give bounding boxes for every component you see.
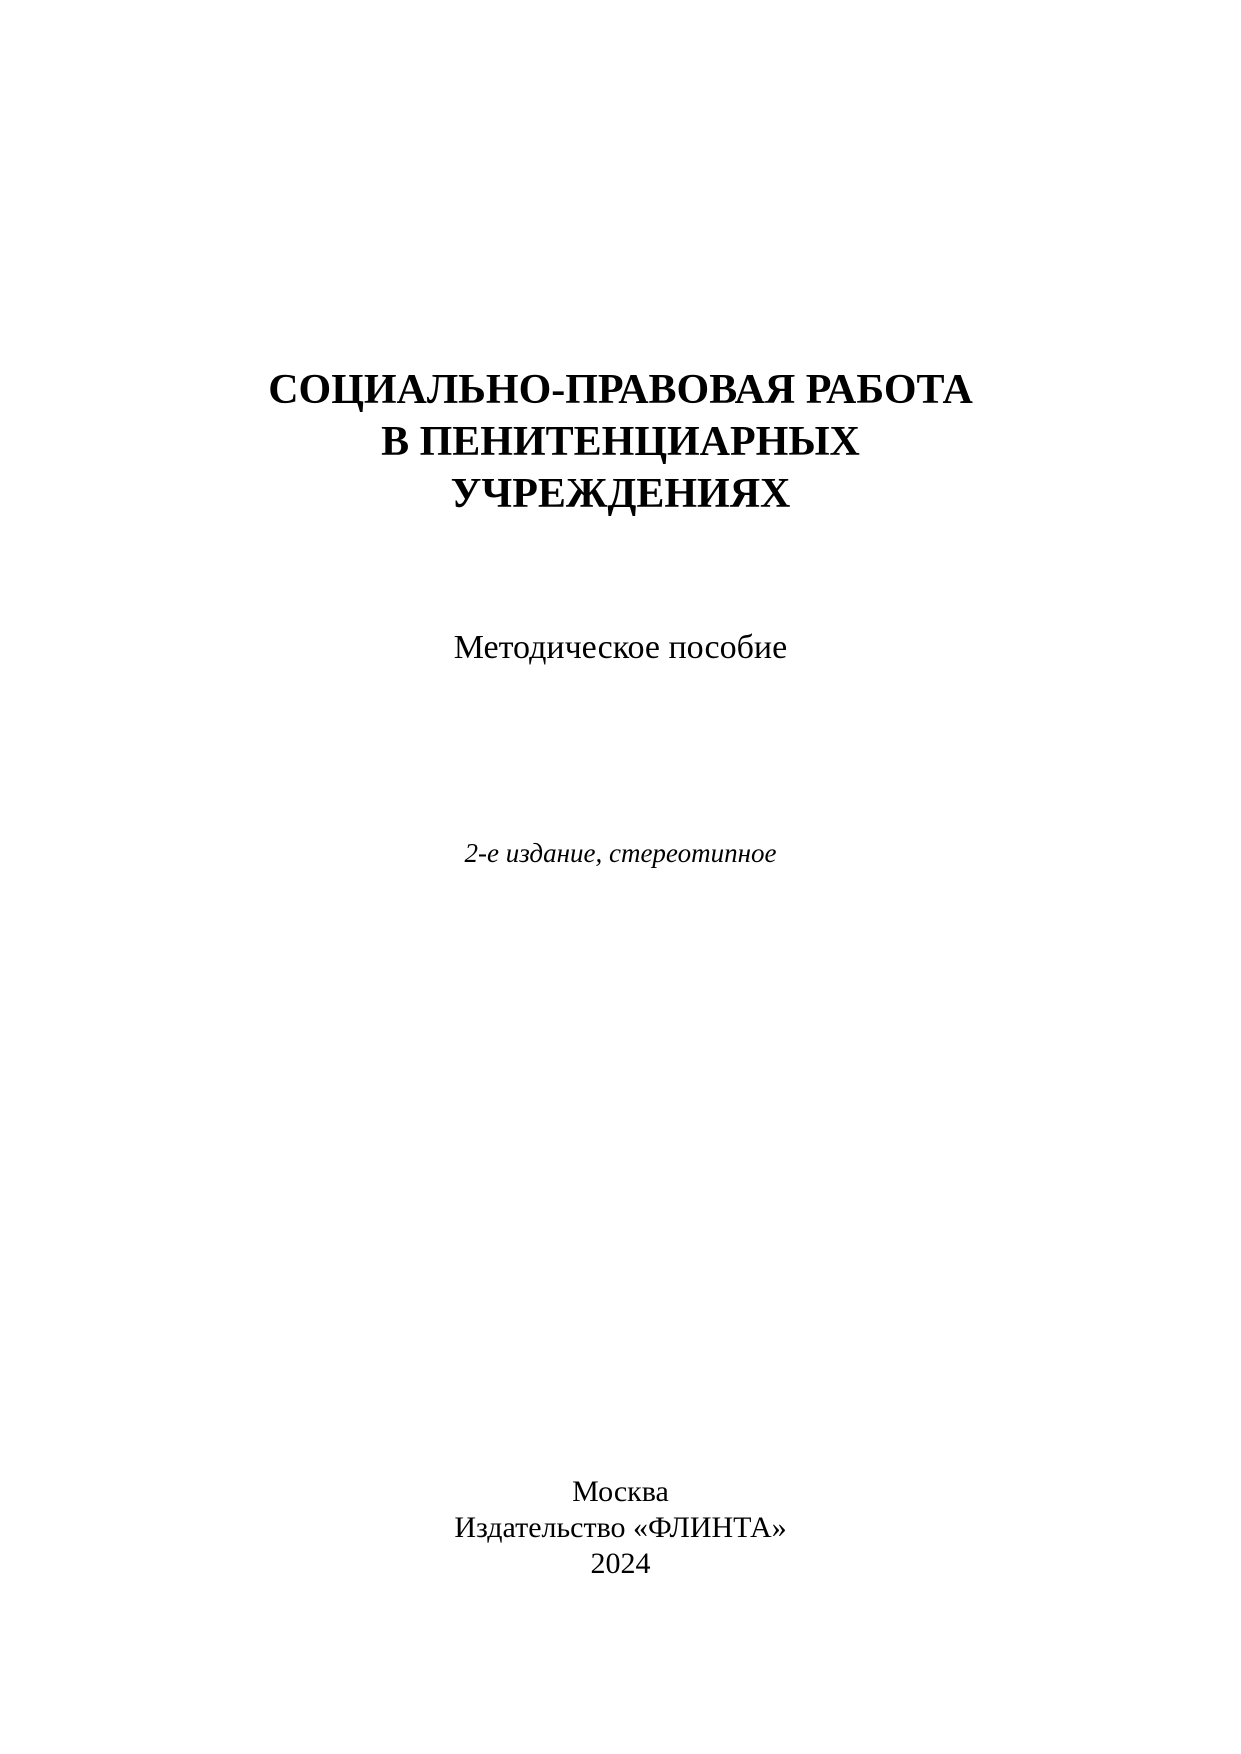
imprint-city: Москва (572, 1475, 669, 1508)
book-title-line-1: СОЦИАЛЬНО-ПРАВОВАЯ РАБОТА (268, 367, 973, 413)
edition-note: 2-е издание, стереотипное (464, 838, 777, 868)
book-subtitle: Методическое пособие (453, 629, 788, 666)
imprint (0, 1474, 1241, 1582)
imprint-publisher: Издательство «ФЛИНТА» (454, 1511, 787, 1544)
book-title-line-3: УЧРЕЖДЕНИЯХ (450, 471, 791, 517)
imprint-year: 2024 (590, 1547, 651, 1580)
book-title-line-2: В ПЕНИТЕНЦИАРНЫХ (381, 419, 860, 465)
book-title (0, 364, 1241, 520)
